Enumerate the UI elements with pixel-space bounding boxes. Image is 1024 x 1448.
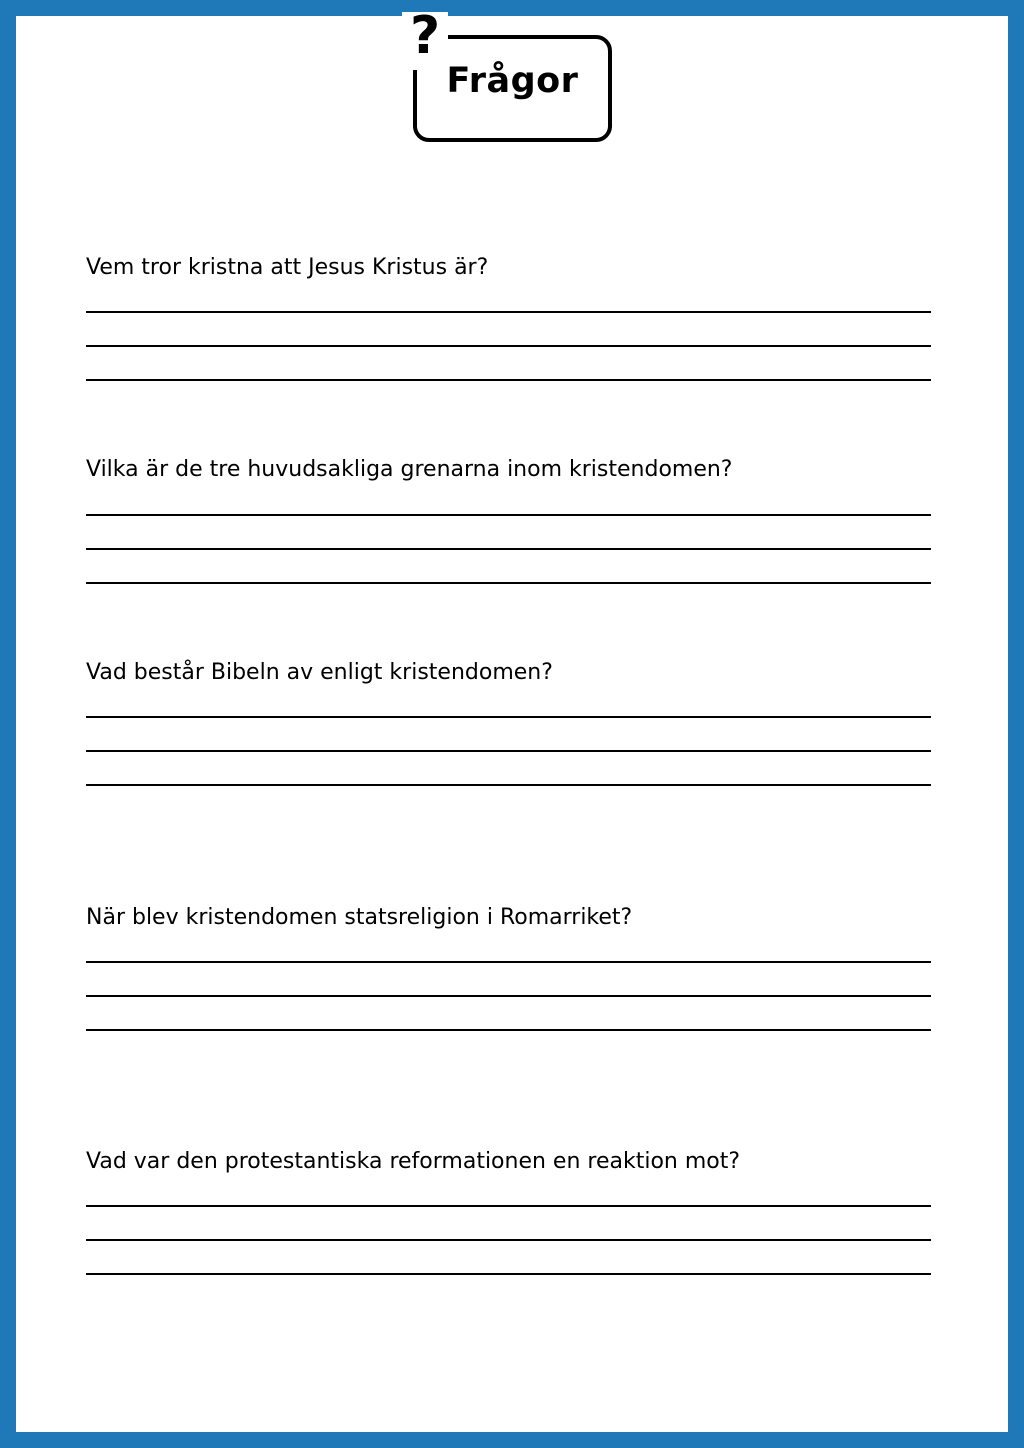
answer-line-3-2[interactable] xyxy=(86,750,931,752)
question-3: Vad består Bibeln av enligt kristendomen? xyxy=(86,660,553,685)
answer-line-4-1[interactable] xyxy=(86,961,931,963)
answer-line-5-1[interactable] xyxy=(86,1205,931,1207)
page-title: Frågor xyxy=(446,61,579,101)
answer-line-4-3[interactable] xyxy=(86,1029,931,1031)
question-2: Vilka är de tre huvudsakliga grenarna inom kristendomen? xyxy=(86,457,733,482)
question-1: Vem tror kristna att Jesus Kristus är? xyxy=(86,255,489,280)
answer-line-2-1[interactable] xyxy=(86,514,931,516)
answer-line-4-2[interactable] xyxy=(86,995,931,997)
answer-line-5-3[interactable] xyxy=(86,1273,931,1275)
answer-line-5-2[interactable] xyxy=(86,1239,931,1241)
question-5: Vad var den protestantiska reformationen en reaktion mot? xyxy=(86,1149,741,1174)
answer-line-2-3[interactable] xyxy=(86,582,931,584)
answer-line-1-1[interactable] xyxy=(86,311,931,313)
question-mark-glyph: ? xyxy=(410,6,441,66)
question-4: När blev kristendomen statsreligion i Romarriket? xyxy=(86,905,633,930)
answer-line-3-3[interactable] xyxy=(86,784,931,786)
answer-line-1-2[interactable] xyxy=(86,345,931,347)
answer-line-3-1[interactable] xyxy=(86,716,931,718)
answer-line-2-2[interactable] xyxy=(86,548,931,550)
answer-line-1-3[interactable] xyxy=(86,379,931,381)
